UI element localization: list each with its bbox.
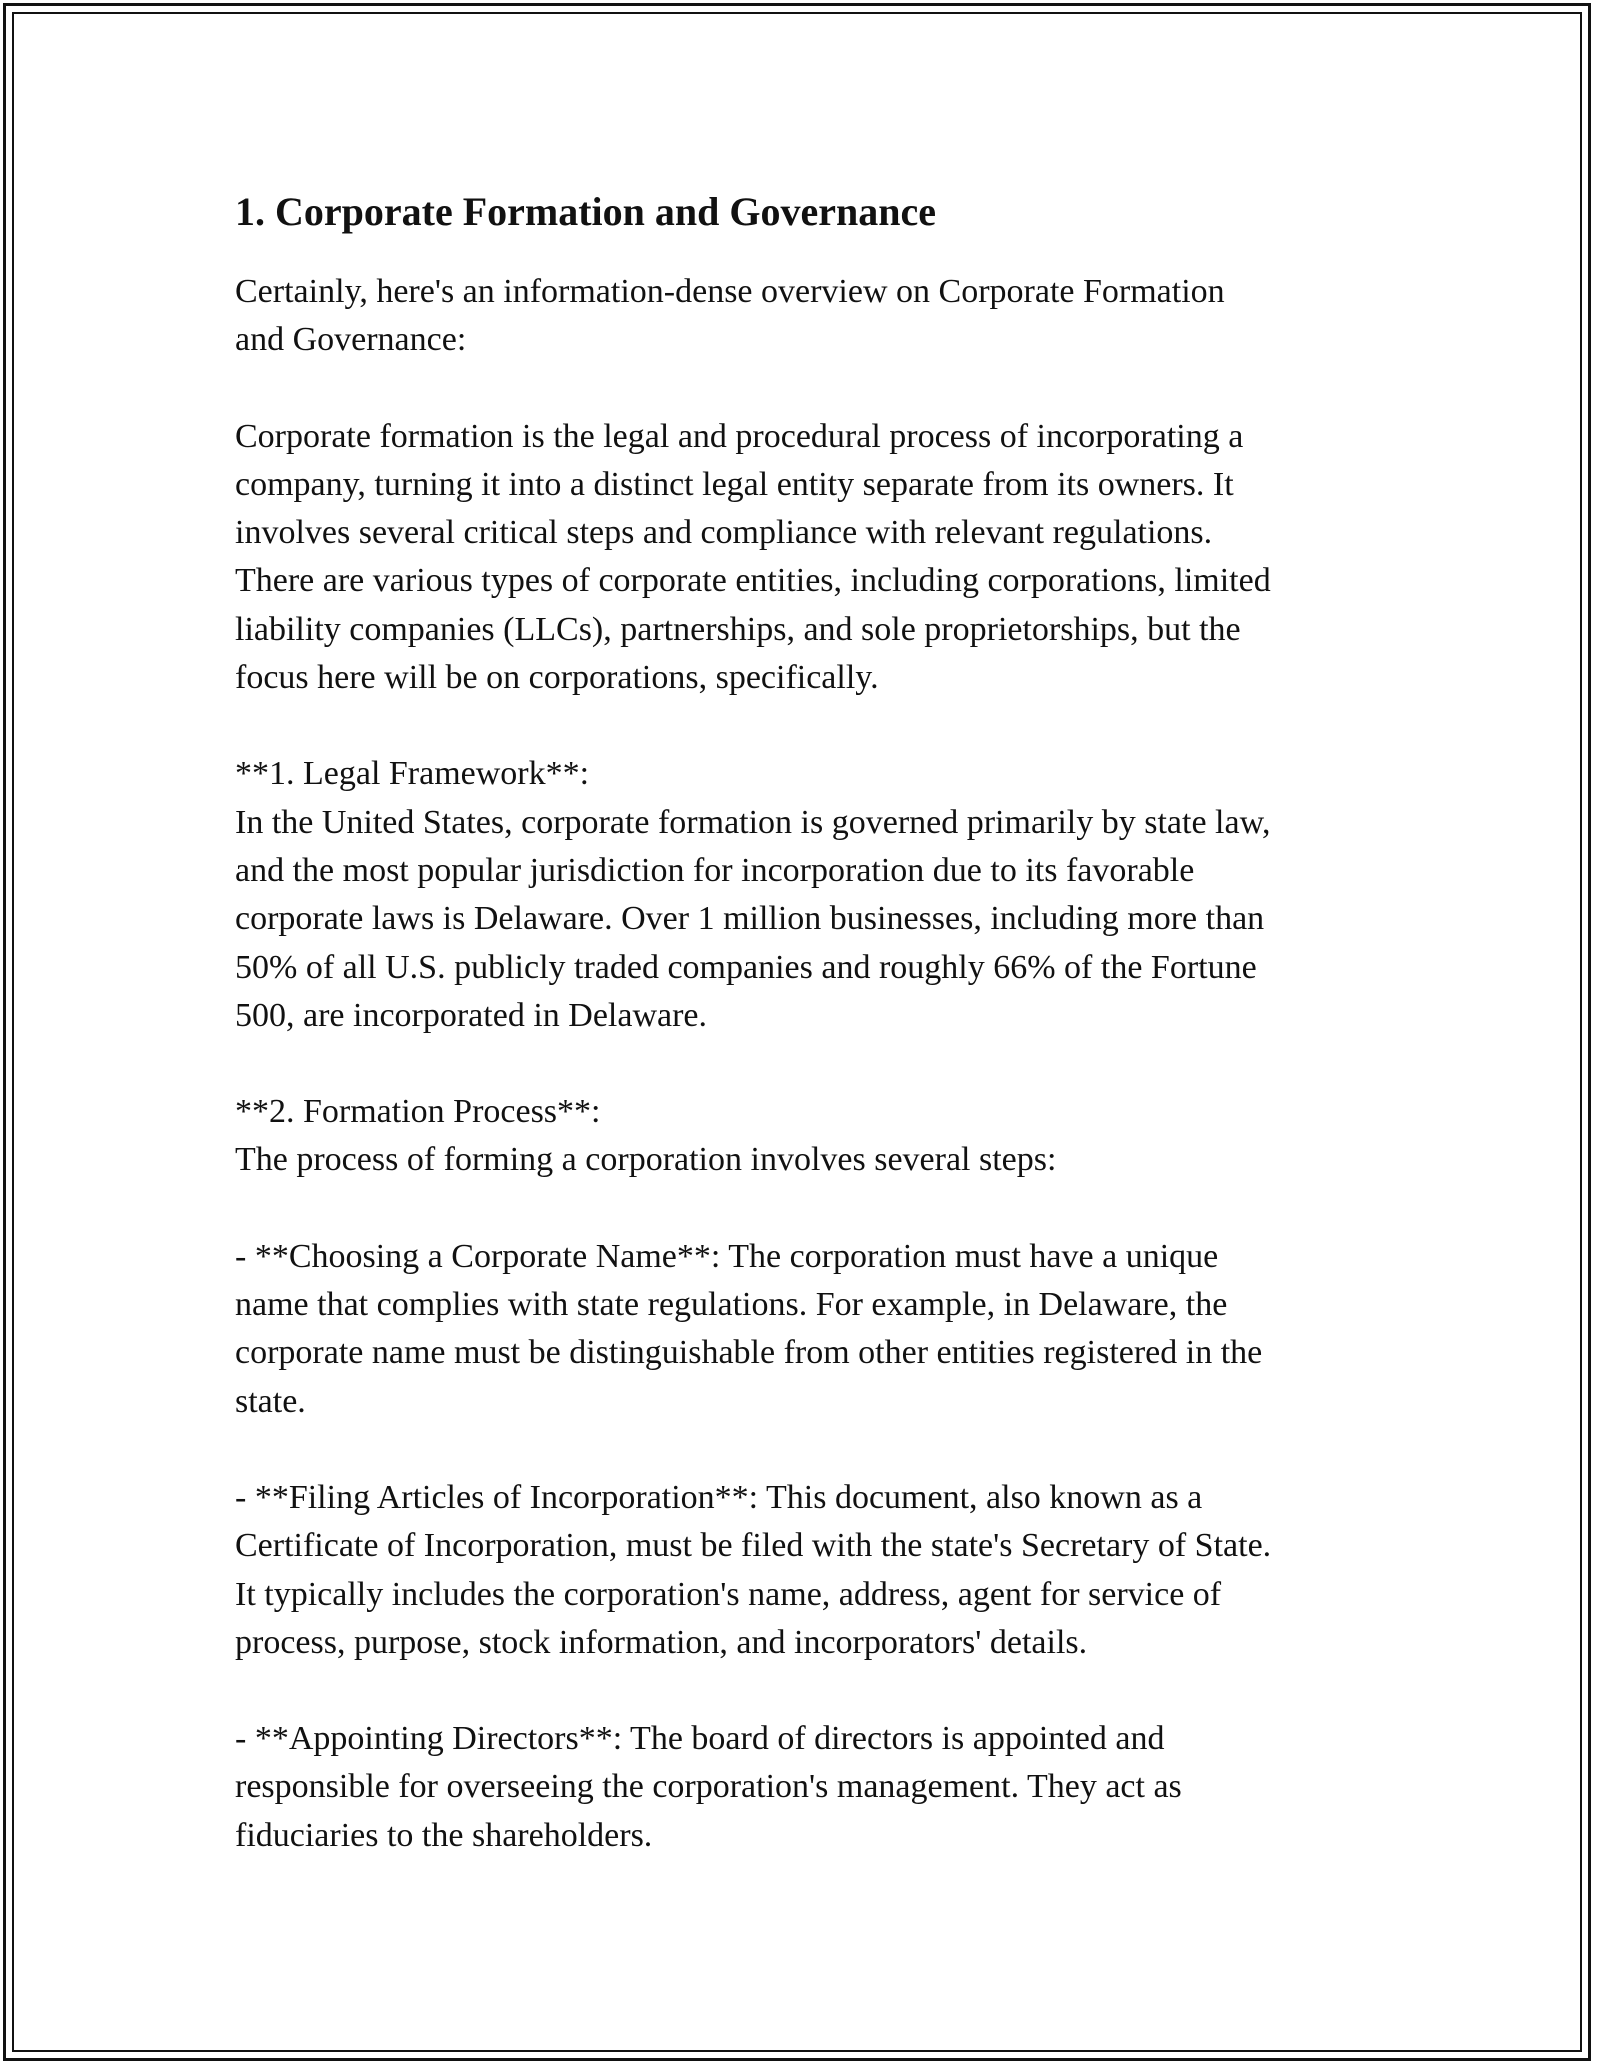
document-title: 1. Corporate Formation and Governance xyxy=(235,189,937,234)
corporate-name-item: - **Choosing a Corporate Name**: The corporation must have a unique name that complies with state regulations. For example, in Delaware, the corporate name must be distinguishable from other entities registered in the state. xyxy=(235,1237,1263,1420)
corporate-formation-paragraph: Corporate formation is the legal and procedural process of incorporating a company, turning it into a distinct legal entity separate from its owners. It involves several critical steps and compliance with relevant regulations. There are various types of corporate entities, including corporations, limited liability companies (LLCs), partnerships, and sole proprietorships, but the focus here will be on corporations, specifically. xyxy=(235,417,1271,697)
articles-of-incorporation-item: - **Filing Articles of Incorporation**: This document, also known as a Certificate of Incorporation, must be filed with the state's Secretary of State. It typically includes the corporation's name, address, agent for service of process, purpose, stock information, and incorporators' details. xyxy=(235,1478,1272,1661)
appointing-directors-item: - **Appointing Directors**: The board of directors is appointed and responsible for overseeing the corporation's management. They act as fiduciaries to the shareholders. xyxy=(235,1720,1182,1854)
formation-process-paragraph: **2. Formation Process**: The process of forming a corporation involves several steps: xyxy=(235,1093,1057,1179)
intro-paragraph: Certainly, here's an information-dense overview on Corporate Formation and Governance: xyxy=(235,273,1225,359)
legal-framework-paragraph: **1. Legal Framework**: In the United States, corporate formation is governed primarily by state law, and the most popular jurisdiction for incorporation due to its favorable corporate laws is Delaware. Over 1 million businesses, including more than 50% of all U.S. publicly traded companies and roughly 66% of the Fortune 500, are incorporated in Delaware. xyxy=(235,755,1271,1034)
document-body xyxy=(235,186,1365,1908)
